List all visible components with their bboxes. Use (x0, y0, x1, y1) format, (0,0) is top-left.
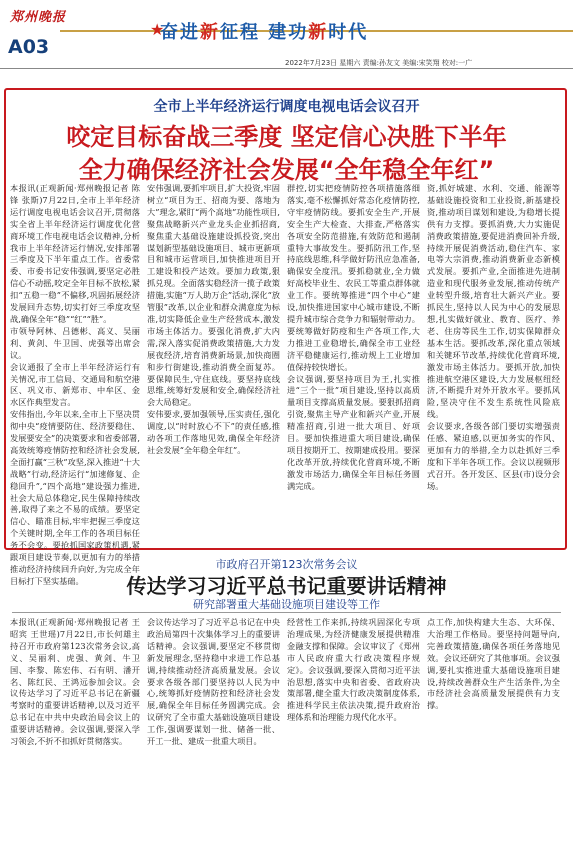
lead-headline-line1: 咬定目标奋战三季度 坚定信心决胜下半年 (66, 123, 507, 151)
second-column-4: 点工作,加快构建大生态、大环保、大治理工作格局。要坚持问题导向,完善政策措施,确保各项任务落地见效。会议还研究了其他事项。会议强调,要扎实推进重大基础设施项目建设,持续改善群众生产生活条件,为全市经济社会高质量发展提供有力支撑。 (427, 617, 560, 711)
page-number: A03 (8, 36, 50, 58)
second-column-1: 本报讯(正观新闻·郑州晚报记者 王昭宾 王世瑶)7月22日,市长何雄主持召开市政府第123次常务会议,高义、吴丽利、虎强、黄剑、牛卫国、李黎、陈宏伟、石有明、潘开名、陈红民、王鸿远参加会议。会议传达学习了习近平总书记在新疆考察时的重要讲话精神,以及习近平总书记在中共中央政治局会议上的重要讲话精神。会议强调,要深入学习领会,不折不扣抓好贯彻落实。 (10, 617, 140, 747)
lead-column-4: 资,抓好城建、水利、交通、能源等基础设施投资和工业投资,新基建投资,推动项目谋划和建设,为稳增长提供有力支撑。要抓消费,大力实施促消费政策措施,要促进消费回补升级,持续开展促消费活动,稳住汽车、家电等大宗消费,推动消费新业态新模式发展。要抓产业,全面推进先进制造业和现代服务业发展,推动传统产业转型升级,培育壮大新兴产业。要抓民生,坚持以人民为中心的发展思想,扎实做好就业、教育、医疗、养老、住房等民生工作,切实保障群众基本生活。要抓改革,深化重点领域和关键环节改革,持续优化营商环境,激发市场主体活力。要抓开放,加快推进航空港区建设,大力发展枢纽经济,不断提升对外开放水平。要抓风险,坚决守住不发生系统性风险底线。 会议要求,各级各部门要切实增强责任感、紧迫感,以更加务实的作风、更加有力的举措,全力以赴抓好三季度和下半年各项工作。会议以视频形式召开。各开发区、区县(市)设分会场。 (427, 183, 560, 491)
lead-column-3: 群控,切实把疫情防控各项措施落细落实,毫不松懈抓好常态化疫情防控,守牢疫情防线。要抓安全生产,开展安全生产大检查、大排查,严格落实各项安全防范措施,有效防范和遏制重特大事故发生。要抓防汛工作,坚持底线思维,科学做好防汛应急准备,确保安全度汛。要抓稳就业,全力做好高校毕业生、农民工等重点群体就业工作。要统筹推进“四个中心”建设,加快推进国家中心城市建设,不断提升城市综合竞争力和辐射带动力。要统筹做好防疫和生产各项工作,大力推进工业稳增长,确保全市工业经济平稳健康运行,推动规上工业增加值保持较快增长。 会议强调,要坚持项目为王,扎实推进“三个一批”项目建设,坚持以高质量项目支撑高质量发展。要狠抓招商引资,聚焦主导产业和新兴产业,开展精准招商,引进一批大项目、好项目。要加快推进重大项目建设,确保项目按期开工、按期建成投用。要深化改革开放,持续优化营商环境,不断激发市场活力,确保全年目标任务圆满完成。 (287, 183, 420, 491)
second-column-2: 会议传达学习了习近平总书记在中央政治局第四十次集体学习上的重要讲话精神。会议强调,要坚定不移贯彻新发展理念,坚持稳中求进工作总基调,持续推动经济高质量发展。会议要求各级各部门要坚持以人民为中心,统筹抓好疫情防控和经济社会发展,确保全年目标任务圆满完成。会议研究了全市重大基础设施项目建设工作,强调要谋划一批、储备一批、开工一批、建成一批重大项目。 (147, 617, 280, 747)
second-kicker: 市政府召开第123次常务会议 (215, 558, 358, 571)
second-headline: 传达学习习近平总书记重要讲话精神 (126, 574, 447, 598)
star-icon: ★ (150, 20, 165, 39)
lead-kicker: 全市上半年经济运行调度电视电话会议召开 (153, 99, 420, 115)
second-subheadline: 研究部署重大基础设施项目建设等工作 (193, 598, 380, 611)
lead-column-2: 安伟强调,要抓牢项目,扩大投资,牢固树立“项目为王、招商为要、落地为大”理念,紧盯“两个高地”功能性项目,聚焦战略新兴产业龙头企业抓招商,聚焦重大基础设施建设抓投资,突出谋划新型基础设施项目、城市更新项目和城市运营项目,加快推进项目开工建设和投产达效。要加力政策,狠抓兑现。全面落实稳经济一揽子政策措施,实施“万人助万企”活动,深化“放管服”改革,以企业和群众满意度为标准,切实降低企业生产经营成本,激发市场主体活力。要强化消费,扩大内需,深入落实促消费政策措施,大力发展夜经济,培育消费新场景,加快商圈和步行街建设,推动消费全面复苏。要保障民生,守住底线。要坚持底线思维,统筹好发展和安全,确保经济社会大局稳定。 安伟要求,要加强领导,压实责任,强化调度,以“时时放心不下”的责任感,推动各项工作落地见效,确保全年经济社会发展“全年稳全年红”。 (147, 183, 280, 455)
header-rule (0, 68, 573, 69)
second-rule (12, 612, 561, 613)
second-column-3: 经营性工作来抓,持续巩固深化专项治理成果,为经济健康发展提供精准金融支撑和保障。会议审议了《郑州市人民政府重大行政决策程序规定》。会议强调,要深入贯彻习近平法治思想,落实中央和省委、省政府决策部署,健全重大行政决策制度体系,推进科学民主依法决策,提升政府治理体系和治理能力现代化水平。 (287, 617, 420, 723)
lead-headline-line2: 全力确保经济社会发展“全年稳全年红” (78, 156, 495, 184)
dateline: 2022年7月23日 星期六 责编:孙友文 美编:宋笑翔 校对:一广 (285, 59, 473, 67)
newspaper-logo: 郑州晚报 (10, 10, 67, 25)
lead-column-1: 本报讯(正观新闻·郑州晚报记者 陈锋 张斯)7月22日,全市上半年经济运行调度电视电话会议召开,贯彻落实全省上半年经济运行调度优化营商环境工作电视电话会议精神,分析我市上半年经济运行情况,安排部署三季度及下半年重点工作。省委常委、市委书记安伟强调,要坚定必胜信心不动摇,咬定全年目标不放松,紧扣“五稳一稳”不偏移,巩固拓展经济发展回升态势,切实打好三季度攻坚战,确保全年“稳”“红”“胜”。 市领导阿林、吕德彬、高义、吴丽利、黄剑、牛卫国、虎强等出席会议。 会议通报了全市上半年经济运行有关情况,市工信局、交通局和航空港区、巩义市、新郑市、中牟区、金水区作典型发言。 安伟指出,今年以来,全市上下坚决贯彻中央“疫情要防住、经济要稳住、发展要安全”的决策要求和省委部署,高效统筹疫情防控和经济社会发展,全面打赢“三秋”攻坚,深入推进“十大战略”行动,经济运行“加速修复、企稳回升”,“四个高地”建设强力推进,社会大局总体稳定,民生保障持续改善,取得了来之不易的成绩。要坚定信心、瞄准目标,牢牢把握三季度这个关键时期,全年工作的各项目标任务不会变。要抢抓国家政策机遇,紧跟项目建设节奏,以更加有力的举措推动经济持续回升向好,为完成全年目标打下坚实基础。 (10, 183, 140, 586)
section-banner: 奋进新征程 建功新时代 (160, 22, 369, 43)
